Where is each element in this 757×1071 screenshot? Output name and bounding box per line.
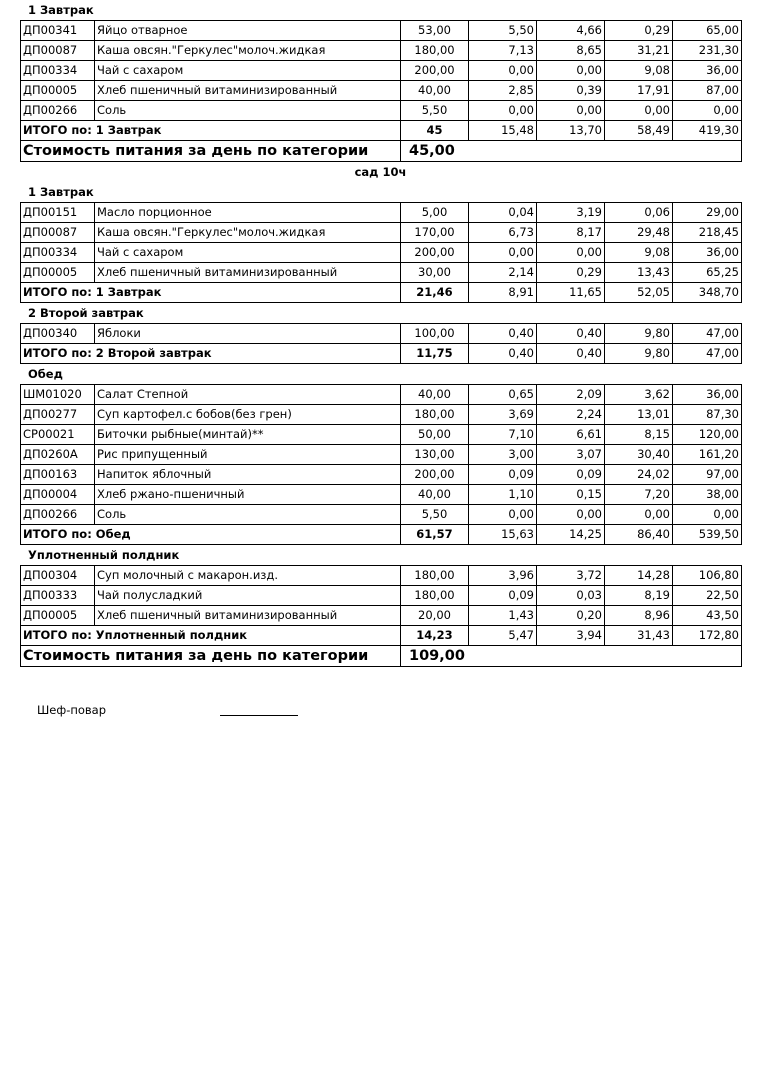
item-fat: 2,24 [537,405,605,425]
item-code: ДП00266 [21,505,95,525]
total-carbs: 9,80 [605,344,673,364]
total-kcal: 348,70 [673,283,742,303]
total-cost: 61,57 [401,525,469,545]
item-kcal: 29,00 [673,203,742,223]
section-total-row [21,626,742,646]
item-name: Салат Степной [95,385,401,405]
table-row [21,465,742,485]
item-quantity: 180,00 [401,405,469,425]
item-carbs: 9,80 [605,324,673,344]
total-kcal: 47,00 [673,344,742,364]
item-code: ДП00266 [21,101,95,121]
item-name: Хлеб пшеничный витаминизированный [95,81,401,101]
section-title: Уплотненный полдник [28,548,180,562]
item-name: Яйцо отварное [95,21,401,41]
item-name: Масло порционное [95,203,401,223]
item-kcal: 65,25 [673,263,742,283]
item-quantity: 200,00 [401,61,469,81]
total-carbs: 52,05 [605,283,673,303]
item-quantity: 130,00 [401,445,469,465]
item-protein: 0,09 [469,586,537,606]
item-kcal: 87,00 [673,81,742,101]
item-quantity: 40,00 [401,81,469,101]
item-code: ДП00087 [21,41,95,61]
total-cost: 45 [401,121,469,141]
item-kcal: 0,00 [673,101,742,121]
item-protein: 3,69 [469,405,537,425]
item-kcal: 22,50 [673,586,742,606]
item-name: Яблоки [95,324,401,344]
item-protein: 0,40 [469,324,537,344]
item-kcal: 120,00 [673,425,742,445]
section-table [20,323,742,364]
item-name: Чай с сахаром [95,243,401,263]
item-kcal: 38,00 [673,485,742,505]
item-fat: 8,65 [537,41,605,61]
table-row [21,81,742,101]
total-cost: 11,75 [401,344,469,364]
item-quantity: 53,00 [401,21,469,41]
item-carbs: 0,06 [605,203,673,223]
item-carbs: 17,91 [605,81,673,101]
item-name: Хлеб ржано-пшеничный [95,485,401,505]
item-protein: 5,50 [469,21,537,41]
total-cost: 14,23 [401,626,469,646]
item-protein: 0,09 [469,465,537,485]
total-cost: 21,46 [401,283,469,303]
item-name: Суп молочный с макарон.изд. [95,566,401,586]
item-protein: 3,96 [469,566,537,586]
item-quantity: 170,00 [401,223,469,243]
item-protein: 0,65 [469,385,537,405]
item-protein: 1,43 [469,606,537,626]
table-row [21,41,742,61]
item-quantity: 100,00 [401,324,469,344]
total-kcal: 419,30 [673,121,742,141]
table-row [21,61,742,81]
item-code: ДП00163 [21,465,95,485]
total-protein: 8,91 [469,283,537,303]
item-code: ДП00005 [21,263,95,283]
table-row [21,263,742,283]
total-label: ИТОГО по: 1 Завтрак [21,121,401,141]
item-fat: 0,29 [537,263,605,283]
item-name: Каша овсян."Геркулес"молоч.жидкая [95,223,401,243]
item-kcal: 106,80 [673,566,742,586]
total-fat: 14,25 [537,525,605,545]
table-row [21,586,742,606]
table-row [21,606,742,626]
item-carbs: 30,40 [605,445,673,465]
item-fat: 0,40 [537,324,605,344]
item-carbs: 24,02 [605,465,673,485]
item-fat: 3,72 [537,566,605,586]
item-fat: 3,19 [537,203,605,223]
item-quantity: 200,00 [401,465,469,485]
item-carbs: 29,48 [605,223,673,243]
daily-cost-value: 109,00 [401,646,742,667]
section-table [20,384,742,545]
item-fat: 0,39 [537,81,605,101]
item-fat: 6,61 [537,425,605,445]
chef-signature-label: Шеф-повар [37,703,107,717]
item-fat: 4,66 [537,21,605,41]
item-name: Чай полусладкий [95,586,401,606]
item-fat: 0,09 [537,465,605,485]
section-total-row [21,121,742,141]
item-fat: 0,03 [537,586,605,606]
item-code: ДП00334 [21,61,95,81]
item-fat: 0,15 [537,485,605,505]
item-fat: 2,09 [537,385,605,405]
total-label: ИТОГО по: 2 Второй завтрак [21,344,401,364]
item-carbs: 13,43 [605,263,673,283]
item-fat: 3,07 [537,445,605,465]
section-total-row [21,344,742,364]
item-carbs: 8,96 [605,606,673,626]
item-code: ДП00334 [21,243,95,263]
item-kcal: 161,20 [673,445,742,465]
total-label: ИТОГО по: 1 Завтрак [21,283,401,303]
item-code: СР00021 [21,425,95,445]
table-row [21,385,742,405]
item-carbs: 0,00 [605,101,673,121]
item-quantity: 5,00 [401,203,469,223]
item-fat: 0,00 [537,243,605,263]
item-quantity: 30,00 [401,263,469,283]
item-kcal: 47,00 [673,324,742,344]
item-carbs: 31,21 [605,41,673,61]
table-row [21,101,742,121]
table-row [21,405,742,425]
item-code: ДП00277 [21,405,95,425]
total-fat: 3,94 [537,626,605,646]
total-carbs: 86,40 [605,525,673,545]
total-protein: 5,47 [469,626,537,646]
table-row [21,505,742,525]
item-protein: 0,00 [469,243,537,263]
total-protein: 15,48 [469,121,537,141]
total-protein: 0,40 [469,344,537,364]
item-fat: 0,00 [537,505,605,525]
item-code: ДП00005 [21,81,95,101]
item-kcal: 65,00 [673,21,742,41]
item-quantity: 5,50 [401,101,469,121]
item-protein: 0,00 [469,61,537,81]
item-carbs: 8,15 [605,425,673,445]
item-quantity: 180,00 [401,586,469,606]
table-row [21,485,742,505]
table-row [21,243,742,263]
item-name: Рис припущенный [95,445,401,465]
item-protein: 6,73 [469,223,537,243]
item-fat: 0,00 [537,101,605,121]
table-row [21,324,742,344]
item-code: ДП00004 [21,485,95,505]
item-quantity: 40,00 [401,385,469,405]
item-quantity: 200,00 [401,243,469,263]
item-protein: 2,85 [469,81,537,101]
item-name: Чай с сахаром [95,61,401,81]
total-carbs: 31,43 [605,626,673,646]
item-kcal: 97,00 [673,465,742,485]
item-quantity: 180,00 [401,566,469,586]
item-carbs: 7,20 [605,485,673,505]
section-total-row [21,283,742,303]
section-table [20,202,742,303]
item-kcal: 218,45 [673,223,742,243]
table-row [21,566,742,586]
total-label: ИТОГО по: Уплотненный полдник [21,626,401,646]
item-name: Соль [95,101,401,121]
item-fat: 0,00 [537,61,605,81]
total-kcal: 539,50 [673,525,742,545]
item-code: ДП00087 [21,223,95,243]
section-table [20,565,742,667]
section-total-row [21,525,742,545]
item-carbs: 3,62 [605,385,673,405]
item-quantity: 180,00 [401,41,469,61]
table-row [21,445,742,465]
total-kcal: 172,80 [673,626,742,646]
item-code: ДП00333 [21,586,95,606]
item-kcal: 0,00 [673,505,742,525]
section-title: 1 Завтрак [28,3,94,17]
table-row [21,21,742,41]
total-carbs: 58,49 [605,121,673,141]
total-fat: 0,40 [537,344,605,364]
total-fat: 11,65 [537,283,605,303]
item-code: ДП0260А [21,445,95,465]
daily-cost-row [21,141,742,162]
table-row [21,203,742,223]
item-protein: 2,14 [469,263,537,283]
item-fat: 0,20 [537,606,605,626]
item-code: ДП00151 [21,203,95,223]
item-carbs: 8,19 [605,586,673,606]
item-kcal: 36,00 [673,243,742,263]
item-quantity: 40,00 [401,485,469,505]
item-protein: 0,00 [469,505,537,525]
table-row [21,425,742,445]
item-carbs: 0,00 [605,505,673,525]
item-carbs: 9,08 [605,243,673,263]
item-quantity: 50,00 [401,425,469,445]
section-table [20,20,742,162]
item-protein: 7,13 [469,41,537,61]
daily-cost-label: Стоимость питания за день по категории [21,646,401,667]
total-label: ИТОГО по: Обед [21,525,401,545]
item-code: ДП00340 [21,324,95,344]
item-quantity: 20,00 [401,606,469,626]
item-kcal: 231,30 [673,41,742,61]
item-code: ДП00341 [21,21,95,41]
item-name: Суп картофел.с бобов(без грен) [95,405,401,425]
item-protein: 7,10 [469,425,537,445]
item-protein: 0,04 [469,203,537,223]
item-quantity: 5,50 [401,505,469,525]
item-protein: 3,00 [469,445,537,465]
item-name: Напиток яблочный [95,465,401,485]
item-carbs: 9,08 [605,61,673,81]
item-kcal: 43,50 [673,606,742,626]
item-name: Каша овсян."Геркулес"молоч.жидкая [95,41,401,61]
signature-line [220,715,298,716]
item-protein: 1,10 [469,485,537,505]
item-protein: 0,00 [469,101,537,121]
daily-cost-row [21,646,742,667]
item-code: ШМ01020 [21,385,95,405]
item-carbs: 13,01 [605,405,673,425]
item-carbs: 0,29 [605,21,673,41]
item-kcal: 36,00 [673,385,742,405]
item-code: ДП00304 [21,566,95,586]
table-row [21,223,742,243]
item-kcal: 87,30 [673,405,742,425]
menu-report [20,0,741,667]
item-code: ДП00005 [21,606,95,626]
section-title: Обед [28,367,63,381]
item-kcal: 36,00 [673,61,742,81]
item-carbs: 14,28 [605,566,673,586]
daily-cost-label: Стоимость питания за день по категории [21,141,401,162]
item-name: Соль [95,505,401,525]
item-fat: 8,17 [537,223,605,243]
category-title: сад 10ч [354,165,407,179]
item-name: Хлеб пшеничный витаминизированный [95,263,401,283]
item-name: Биточки рыбные(минтай)** [95,425,401,445]
item-name: Хлеб пшеничный витаминизированный [95,606,401,626]
daily-cost-value: 45,00 [401,141,742,162]
section-title: 1 Завтрак [28,185,94,199]
total-fat: 13,70 [537,121,605,141]
total-protein: 15,63 [469,525,537,545]
section-title: 2 Второй завтрак [28,306,144,320]
